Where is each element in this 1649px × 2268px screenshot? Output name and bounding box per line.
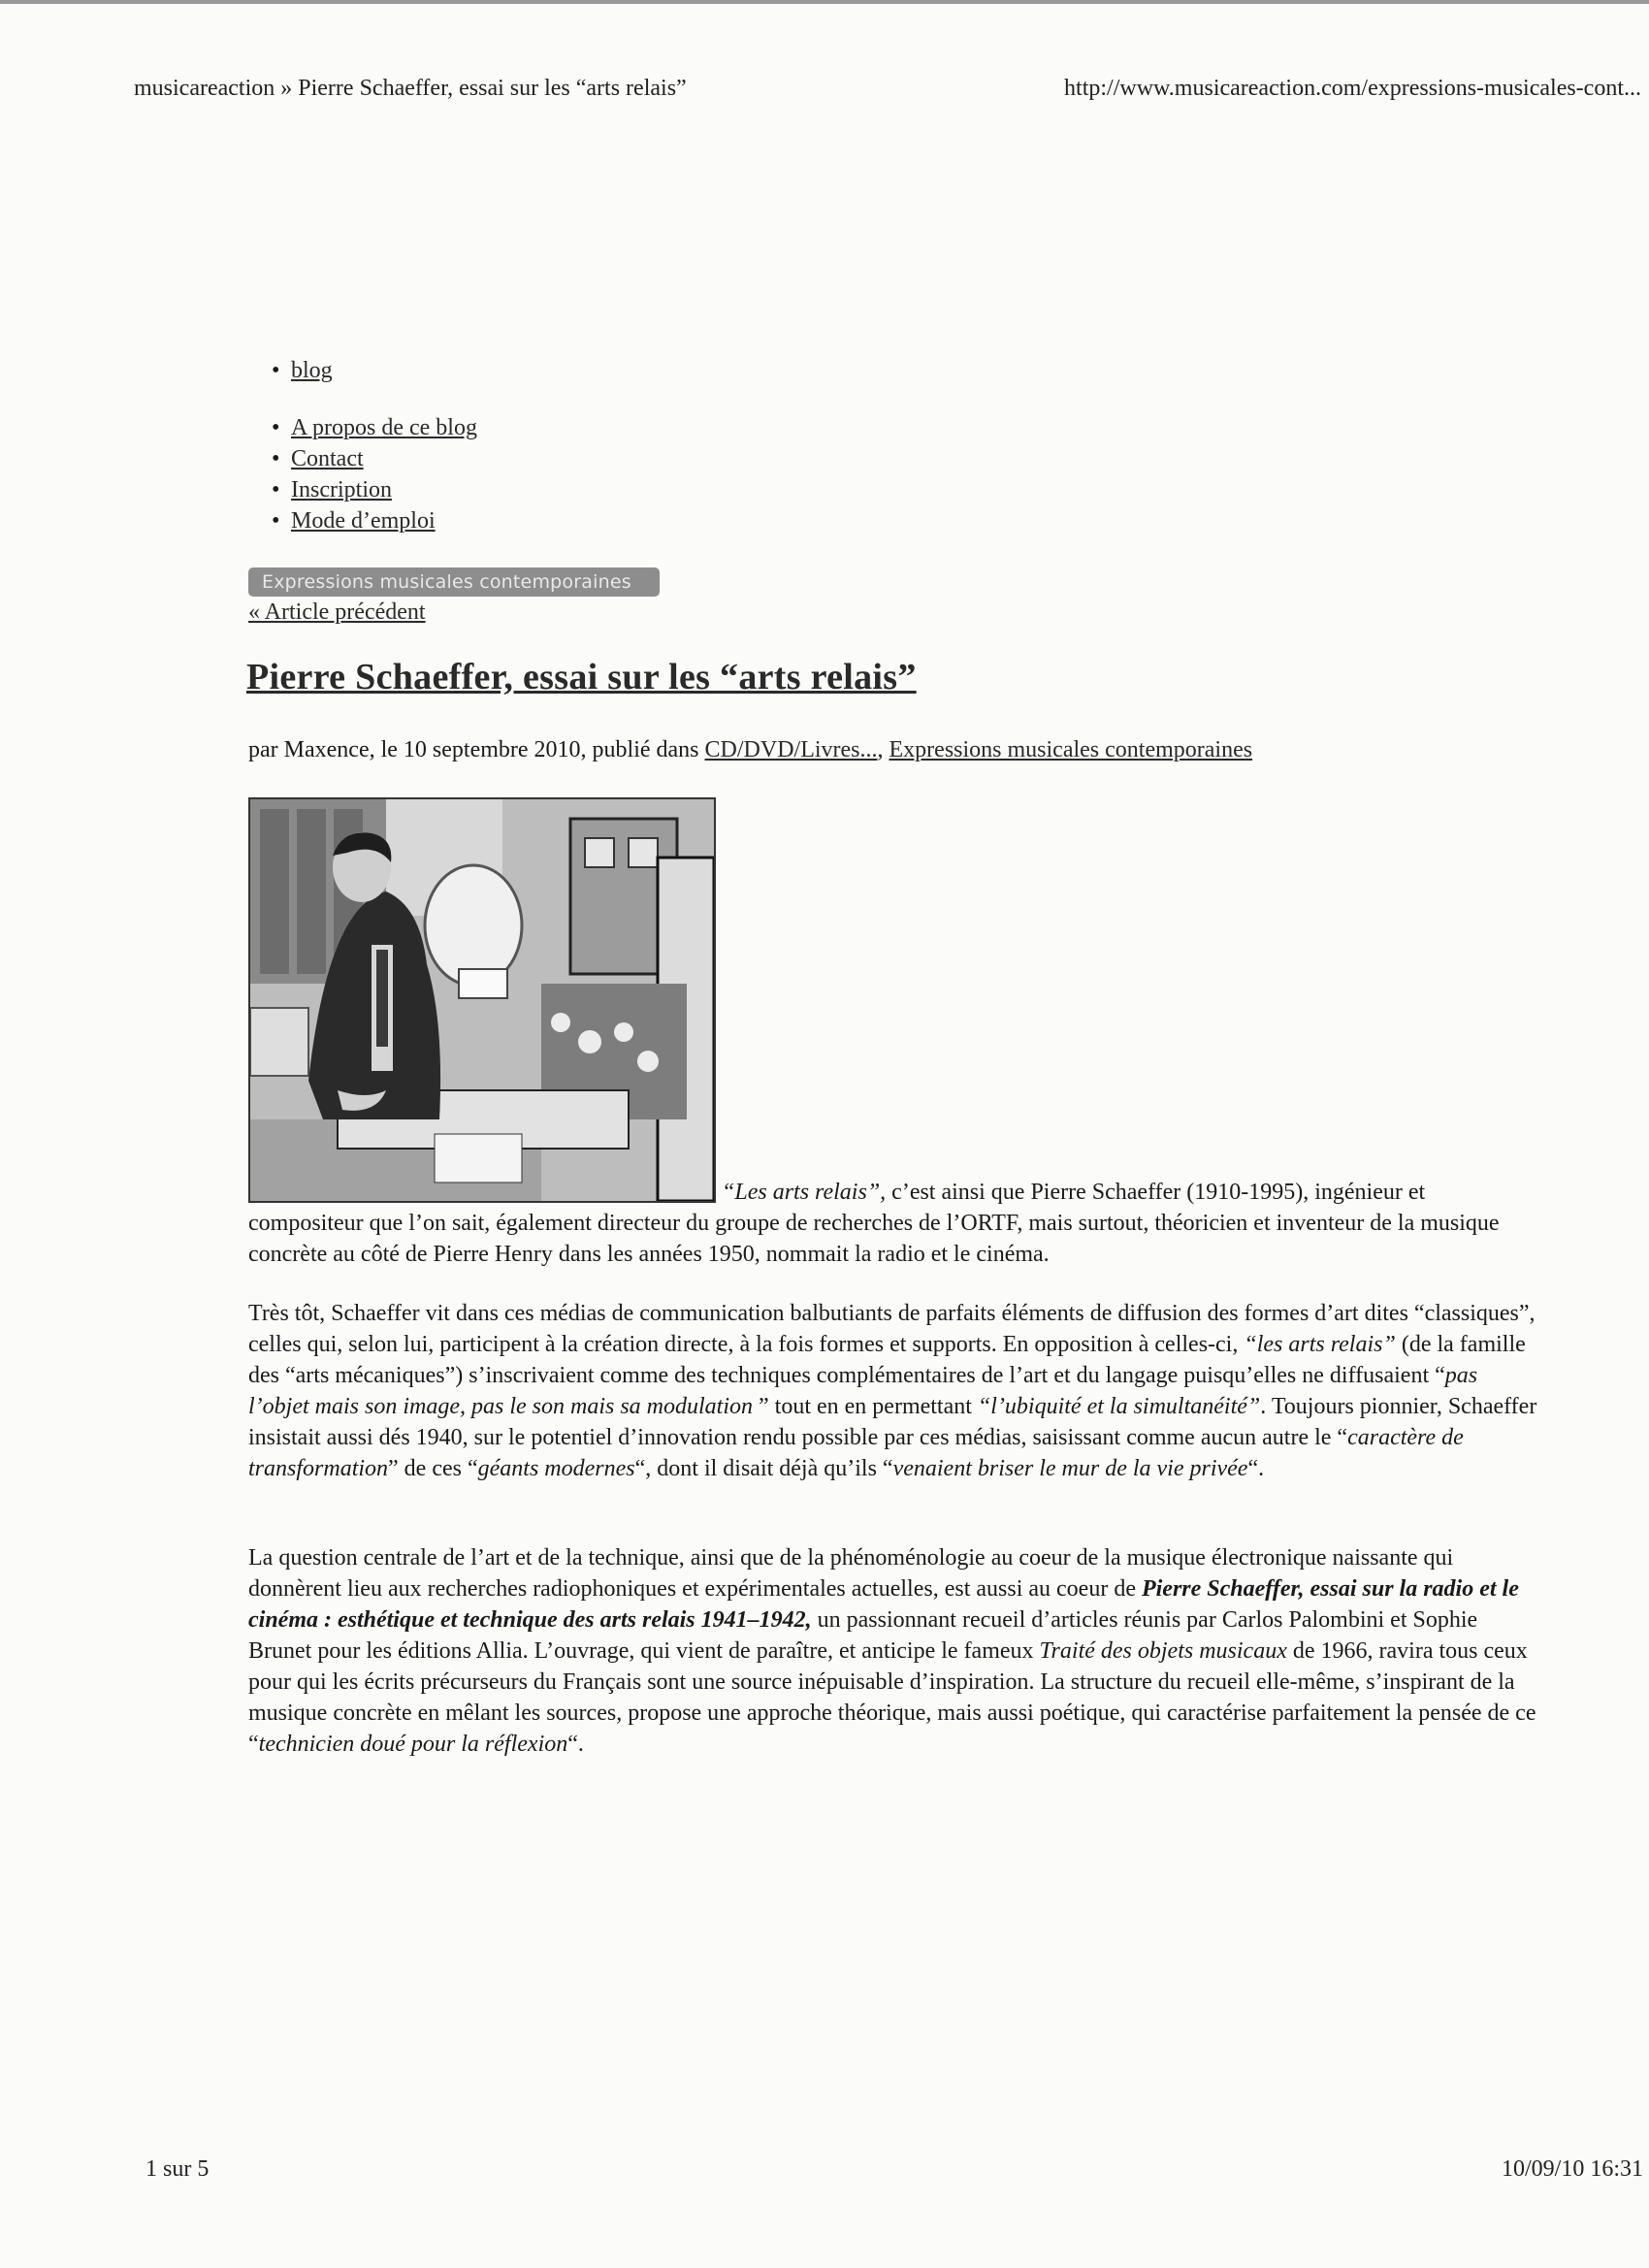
italic-run: pas l’objet mais son image, pas le son mais sa modulation — [248, 1363, 1478, 1419]
text-run: La question centrale de l’art et de la technique, ainsi que de la phénoménologie au coeur de la musique électronique naissante qui donnèrent lieu aux recherches radiophoniques et expérimentales actuelles, est aussi au coeur de — [248, 1545, 1454, 1602]
p1-italic: “Les arts relais”, — [722, 1180, 887, 1205]
article-photo — [248, 797, 716, 1203]
footer-page-number: 1 sur 5 — [146, 2156, 210, 2182]
nav-item — [291, 355, 333, 386]
photo-illustration — [250, 799, 714, 1201]
footer-datetime: 10/09/10 16:31 — [1501, 2156, 1643, 2182]
paragraph-2-text — [248, 1298, 1538, 1484]
italic-run: Traité des objets musicaux — [1039, 1638, 1287, 1664]
nav-link-mode-emploi[interactable]: Mode d’emploi — [291, 508, 436, 534]
nav-item — [291, 412, 477, 443]
paragraph-3-text — [248, 1542, 1538, 1760]
text-run: ” de ces “ — [388, 1456, 478, 1481]
previous-article-link[interactable]: « Article précédent — [248, 599, 426, 625]
text-run: “. — [567, 1732, 584, 1757]
byline-separator: , — [877, 737, 889, 762]
nav-link-blog[interactable]: blog — [291, 358, 333, 383]
italic-run: géants modernes — [477, 1456, 635, 1481]
text-run: Très tôt, Schaeffer vit dans ces médias de communication balbutiants de parfaits éléments de diffusion des formes d’art dites “classiques”, celles qui, selon lui, participent à la création directe, à la fois formes et supports. En opposition à celles-ci, — [248, 1301, 1536, 1357]
text-run: de 1966, ravira tous ceux pour qui les écrits précurseurs du Français sont une source inépuisable d’inspiration. La structure du recueil elle-même, s’inspirant de la musique concrète en mêlant les sources, propose une approche théorique, mais aussi poétique, qui caractérise parfaitement la pensée de ce “ — [248, 1638, 1536, 1757]
paragraph-1-text: compositeur que l’on sait, également directeur du groupe de recherches de l’ORTF, mais surtout, théoricien et inventeur de la musique concrète au côté de Pierre Henry dans les années 1950, nommait la radio et le cinéma. — [248, 1211, 1500, 1267]
paragraph-2 — [248, 1298, 1538, 1484]
article-title — [246, 656, 917, 698]
category-link-cd-dvd-livres[interactable]: CD/DVD/Livres... — [704, 737, 878, 762]
text-run: un passionnant recueil d’articles réunis par Carlos Palombini et Sophie Brunet pour les éditions Allia. L’ouvrage, qui vient de paraître, et anticipe le fameux — [248, 1607, 1478, 1664]
scan-top-edge — [0, 0, 1649, 4]
italic-run: “l’ubiquité et la simultanéité” — [977, 1394, 1261, 1419]
nav-link-contact[interactable]: Contact — [291, 446, 364, 471]
nav-top-list — [291, 355, 333, 386]
p1-lead-text: c’est ainsi que Pierre Schaeffer (1910-1995), ingénieur et — [886, 1180, 1426, 1205]
italic-run: “les arts relais” — [1244, 1332, 1396, 1357]
page-header-url: http://www.musicareaction.com/expressions-musicales-cont... — [1064, 76, 1641, 101]
nav-item — [291, 474, 477, 505]
text-run: (de la famille des “arts mécaniques”) s’inscrivaient comme des techniques complémentaires de l’art et du langage puisqu’elles ne diffusaient “ — [248, 1332, 1526, 1388]
nav-item — [291, 505, 477, 536]
italic-run: caractère de transformation — [248, 1425, 1464, 1481]
text-run: “, dont il disait déjà qu’ils “ — [634, 1456, 893, 1481]
book-title: Pierre Schaeffer, essai sur la radio et le cinéma : esthétique et technique des arts relais 1941–1942, — [248, 1576, 1519, 1633]
text-run: “. — [1247, 1456, 1265, 1481]
paragraph-3 — [248, 1542, 1538, 1760]
byline-text: par Maxence, le 10 septembre 2010, publié dans — [248, 737, 705, 762]
page-header-title: musicareaction » Pierre Schaeffer, essai sur les “arts relais” — [134, 76, 687, 101]
paragraph-1 — [248, 1208, 1538, 1270]
text-run: . Toujours pionnier, Schaeffer insistait aussi dés 1940, sur le potentiel d’innovation rendu possible par ces médias, saisissant comme aucun autre le “ — [248, 1394, 1537, 1450]
text-run: ” tout en en permettant — [753, 1394, 978, 1419]
article-byline — [248, 737, 1252, 763]
nav-link-a-propos[interactable]: A propos de ce blog — [291, 415, 477, 440]
nav-item — [291, 443, 477, 474]
nav-main-list — [291, 412, 477, 536]
paragraph-1-lead — [722, 1177, 1536, 1208]
category-link-expressions[interactable]: Expressions musicales contemporaines — [889, 737, 1253, 762]
italic-run: venaient briser le mur de la vie privée — [892, 1456, 1248, 1481]
article-title-link[interactable]: Pierre Schaeffer, essai sur les “arts relais” — [246, 657, 917, 697]
category-badge[interactable]: Expressions musicales contemporaines — [248, 567, 660, 597]
italic-run: technicien doué pour la réflexion — [258, 1732, 568, 1757]
nav-link-inscription[interactable]: Inscription — [291, 477, 392, 502]
